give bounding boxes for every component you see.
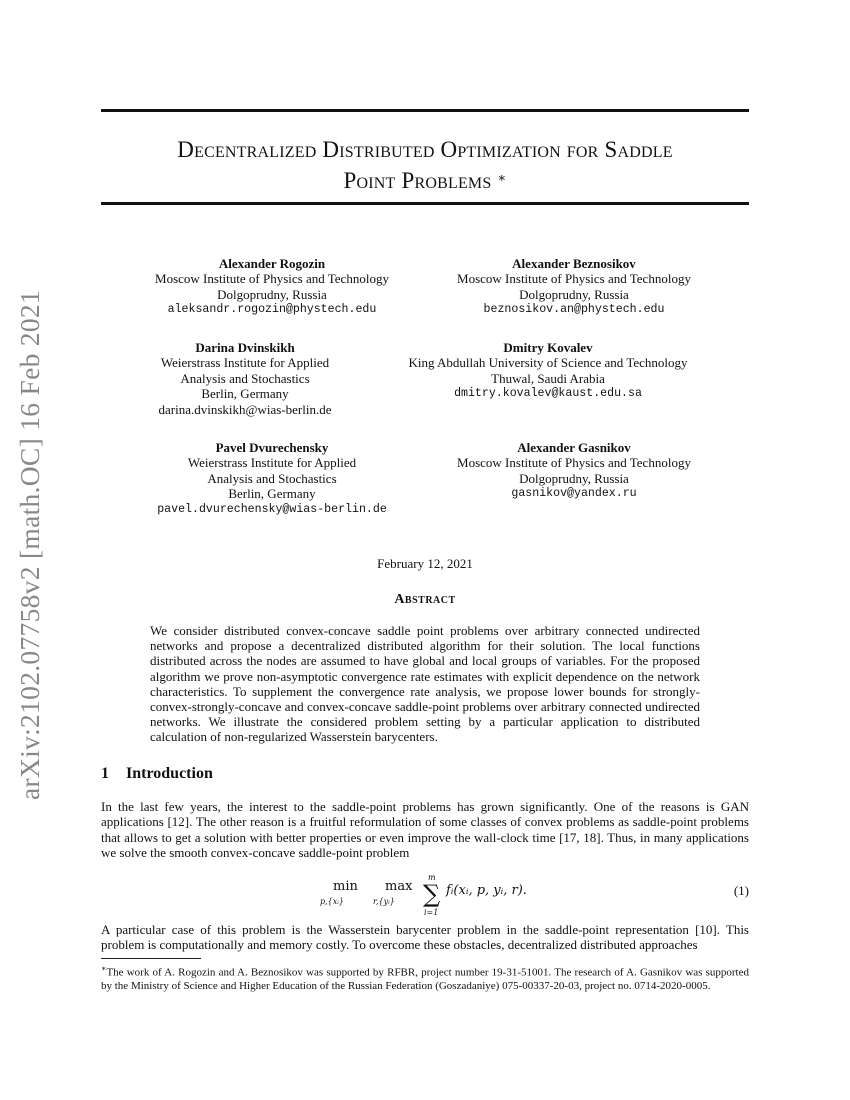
author-block-dvurechensky [124,440,420,517]
abstract-text: We consider distributed convex-concave saddle point problems over arbitrary connected undirected networks and propose a decentralized distributed algorithm for their solution. The local functions distributed across the nodes are assumed to have global and local groups of variables. For the proposed algorithm we prove non-asymptotic convergence rate estimates with explicit dependence on the network characteristics. To supplement the convergence rate analysis, we propose lower bounds for strongly-convex-strongly-concave and convex-concave saddle-point problems over arbitrary connected undirected networks. We illustrate the considered problem setting by a particular application to distributed calculation of non-regularized Wasserstein barycenters. [150,623,700,745]
footnote [101,962,749,993]
title-top-rule [101,109,749,112]
author-name: Alexander Gasnikov [517,440,631,455]
author-block-gasnikov [426,440,722,502]
author-email[interactable]: dmitry.kovalev@kaust.edu.sa [454,387,642,401]
author-name: Dmitry Kovalev [503,340,593,355]
section-heading [101,765,213,783]
author-affiliation: Weierstrass Institute for Applied [160,355,330,371]
section-title: Introduction [126,765,213,782]
author-affiliation: Weierstrass Institute for Applied [187,455,357,471]
author-location: Berlin, Germany [228,486,316,502]
author-email[interactable]: aleksandr.rogozin@phystech.edu [167,303,377,317]
author-affiliation: Moscow Institute of Physics and Technology [155,271,389,287]
title-bottom-rule [101,202,749,205]
footnote-mark: ∗ [101,964,107,973]
section-number: 1 [101,765,109,782]
paper-date: February 12, 2021 [377,556,473,571]
author-affiliation: Moscow Institute of Physics and Technology [457,455,691,471]
author-location: Thuwal, Saudi Arabia [491,370,605,386]
title-footnote-mark: ∗ [497,170,507,185]
intro-paragraph-2: A particular case of this problem is the Wasserstein barycenter problem in the saddle-point representation [10]. This problem is computationally and memory costly. To overcome these obstacles, decentralized distributed approaches [101,922,749,953]
author-location: Berlin, Germany [201,386,289,402]
author-location: Dolgoprudny, Russia [217,286,327,302]
author-block-beznosikov [426,256,722,318]
arxiv-stamp [10,270,50,820]
eq-sum-bottom: i=1 [424,908,439,917]
author-email[interactable]: darina.dvinskikh@wias-berlin.de [158,401,332,417]
author-affiliation: Analysis and Stochastics [207,470,337,486]
eq-max-subscript: r,{yᵢ} [373,897,395,906]
abstract-heading: Abstract [394,592,456,607]
eq-min: min [333,879,358,894]
title-line-2-text: Point Problems [343,168,492,193]
eq-min-subscript: p,{xᵢ} [320,897,344,906]
author-block-dvinskikh [124,340,366,417]
author-affiliation: Moscow Institute of Physics and Technology [457,271,691,287]
author-name: Pavel Dvurechensky [215,440,329,455]
equation-1 [101,868,749,918]
author-email[interactable]: gasnikov@yandex.ru [511,487,637,501]
title-line-2 [101,165,749,199]
paper-title [101,134,749,199]
author-name: Alexander Beznosikov [512,256,636,271]
eq-sum-top: m [428,873,436,882]
author-location: Dolgoprudny, Russia [519,286,629,302]
footnote-rule [101,958,201,959]
author-name: Darina Dvinskikh [195,340,295,355]
author-name: Alexander Rogozin [218,256,326,271]
author-email[interactable]: pavel.dvurechensky@wias-berlin.de [157,502,387,516]
eq-body: fᵢ(xᵢ, p, yᵢ, r). [446,883,527,898]
footnote-text: The work of A. Rogozin and A. Beznosikov was supported by RFBR, project number 19-31-51001. The research of A. Gasnikov was supported by the Ministry of Science and Higher Education of the Russian Federation (Goszadaniye) 075-00337-20-03, project no. 0714-2020-0005. [101,966,749,992]
author-email[interactable]: beznosikov.an@phystech.edu [483,303,665,317]
author-location: Dolgoprudny, Russia [519,470,629,486]
author-block-rogozin [124,256,420,318]
equation-number: (1) [733,883,749,898]
intro-paragraph-1: In the last few years, the interest to the saddle-point problems has grown significantly. One of the reasons is GAN applications [12]. The other reason is a fruitful reformulation of some classes of convex problems as saddle-point problems that allows to get a solution with better properties or even improve the wall-clock time [17, 18]. Thus, in many applications we solve the smooth convex-concave saddle-point problem [101,799,749,861]
equation-graphic [101,868,749,918]
author-block-kovalev [380,340,716,402]
eq-sum-sign: ∑ [423,880,441,908]
author-affiliation: King Abdullah University of Science and Technology [408,355,688,371]
author-affiliation: Analysis and Stochastics [180,370,310,386]
arxiv-stamp-text: arXiv:2102.07758v2 [math.OC] 16 Feb 2021 [14,289,45,801]
title-line-1: Decentralized Distributed Optimization for Saddle [177,137,673,162]
eq-max: max [385,879,413,894]
